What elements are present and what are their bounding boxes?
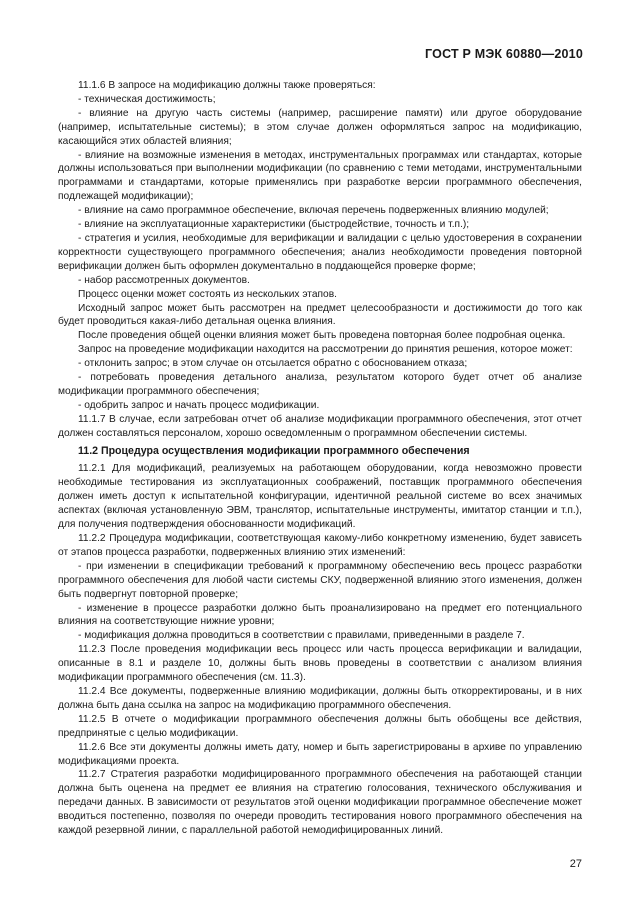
paragraph: 11.1.6 В запросе на модификацию должны также проверяться: bbox=[78, 80, 376, 91]
paragraph: - отклонить запрос; в этом случае он отсылается обратно с обоснованием отказа; bbox=[78, 358, 468, 370]
paragraph: 11.2.4 Все документы, подверженные влиянию модификации, должны быть откорректированы, и в них должна быть дана ссылка на запрос на модификацию программного обеспечения. bbox=[58, 685, 582, 711]
paragraph: - модификация должна проводиться в соответствии с правилами, приведенными в разделе 7. bbox=[78, 630, 525, 642]
paragraph: Исходный запрос может быть рассмотрен на предмет целесообразности и достижимости до того как будет проводиться какая-либо детальная оценка влияния. bbox=[58, 302, 582, 328]
paragraph: - техническая достижимость; bbox=[78, 93, 216, 105]
paragraph: 11.2.3 После проведения модификации весь процесс или часть процесса верификации и валидации, описанные в 8.1 и разделе 10, должны быть вновь проведены в соответствии с анализом влияния модификации программного обеспечения (см. 11.3). bbox=[58, 644, 582, 684]
paragraph: Запрос на проведение модификации находится на рассмотрении до принятия решения, которое может: bbox=[78, 344, 573, 356]
paragraph: - одобрить запрос и начать процесс модификации. bbox=[78, 399, 320, 411]
paragraph: 11.2.5 В отчете о модификации программного обеспечения должны быть обобщены все действия, предпринятые с целью модификации. bbox=[58, 713, 582, 739]
paragraph: - стратегия и усилия, необходимые для верификации и валидации с целью удостоверения в сохранении корректности существующего программного обеспечения; анализ необходимости проведения повторной верификации должен быть оформлен документально в поддающейся проверке форме; bbox=[58, 232, 582, 272]
document-body bbox=[58, 79, 582, 838]
paragraph: - изменение в процессе разработки должно быть проанализировано на предмет его потенциального влияния на соответствующие нижние уровни; bbox=[58, 602, 582, 628]
paragraph: - влияние на другую часть системы (например, расширение памяти) или другое оборудование (например, испытательные системы); в этом случае должен оформляться запрос на модификацию, касающийся этих областей влияния; bbox=[58, 107, 582, 147]
paragraph: 11.2.1 Для модификаций, реализуемых на работающем оборудовании, когда невозможно провести необходимые тестирования из эксплуатационных соображений, поставщик программного обеспечения должен иметь доступ к испытательной конфигурации, идентичной реальной системе во всех значимых аспектах (включая установленную ЭВМ, транслятор, испытательные инструменты, имитатор станции и т.п.), для получения подтверждения обоснованности модификаций. bbox=[58, 463, 582, 531]
paragraph: 11.1.7 В случае, если затребован отчет об анализе модификации программного обеспечения, этот отчет должен составляться персоналом, хорошо осведомленным о программном обеспечении системы. bbox=[58, 413, 582, 439]
paragraph: Процесс оценки может состоять из нескольких этапов. bbox=[78, 288, 337, 300]
paragraph: - при изменении в спецификации требований к программному обеспечению весь процесс разработки программного обеспечения для любой части системы СКУ, подверженной влиянию этого изменения, должен быть подвергнут повторной проверке; bbox=[58, 560, 582, 600]
paragraph: - набор рассмотренных документов. bbox=[78, 274, 250, 286]
paragraph: - влияние на само программное обеспечение, включая перечень подверженных влиянию модулей; bbox=[78, 205, 549, 217]
paragraph: - потребовать проведения детального анализа, результатом которого будет отчет об анализе модификации программного обеспечения; bbox=[58, 372, 582, 397]
paragraph: - влияние на возможные изменения в методах, инструментальных программах или стандартах, которые должны использоваться при выполнении модификации (по сравнению с теми методами, инструментальными программами и стандартами, которые применялись при разработке версии программного обеспечения, подлежащей модификации); bbox=[58, 149, 582, 203]
standard-code-header: ГОСТ Р МЭК 60880—2010 bbox=[425, 47, 583, 61]
paragraph: 11.2.6 Все эти документы должны иметь дату, номер и быть зарегистрированы в архиве по управлению модификациями проекта. bbox=[58, 741, 582, 767]
paragraph: После проведения общей оценки влияния может быть проведена повторная более подробная оценка. bbox=[78, 330, 566, 342]
paragraph: 11.2.2 Процедура модификации, соответствующая какому-либо конкретному изменению, будет зависеть от этапов процесса разработки, подверженных влиянию этих изменений: bbox=[58, 533, 582, 558]
section-heading: 11.2 Процедура осуществления модификации программного обеспечения bbox=[78, 444, 470, 457]
page-number: 27 bbox=[569, 858, 582, 870]
paragraph: 11.2.7 Стратегия разработки модифицированного программного обеспечения на работающей станции должна быть оценена на предмет ее влияния на стратегию голосования, технического обслуживания и передачи данных. В зависимости от результатов этой оценки модификации программное обеспечение может вводиться постепенно, позволяя по очереди проводить тестирования нового программного обеспечения на каждой резервной линии, с параллельной работой немодифицированных линий. bbox=[58, 769, 582, 837]
paragraph: - влияние на эксплуатационные характеристики (быстродействие, точность и т.п.); bbox=[78, 219, 470, 231]
